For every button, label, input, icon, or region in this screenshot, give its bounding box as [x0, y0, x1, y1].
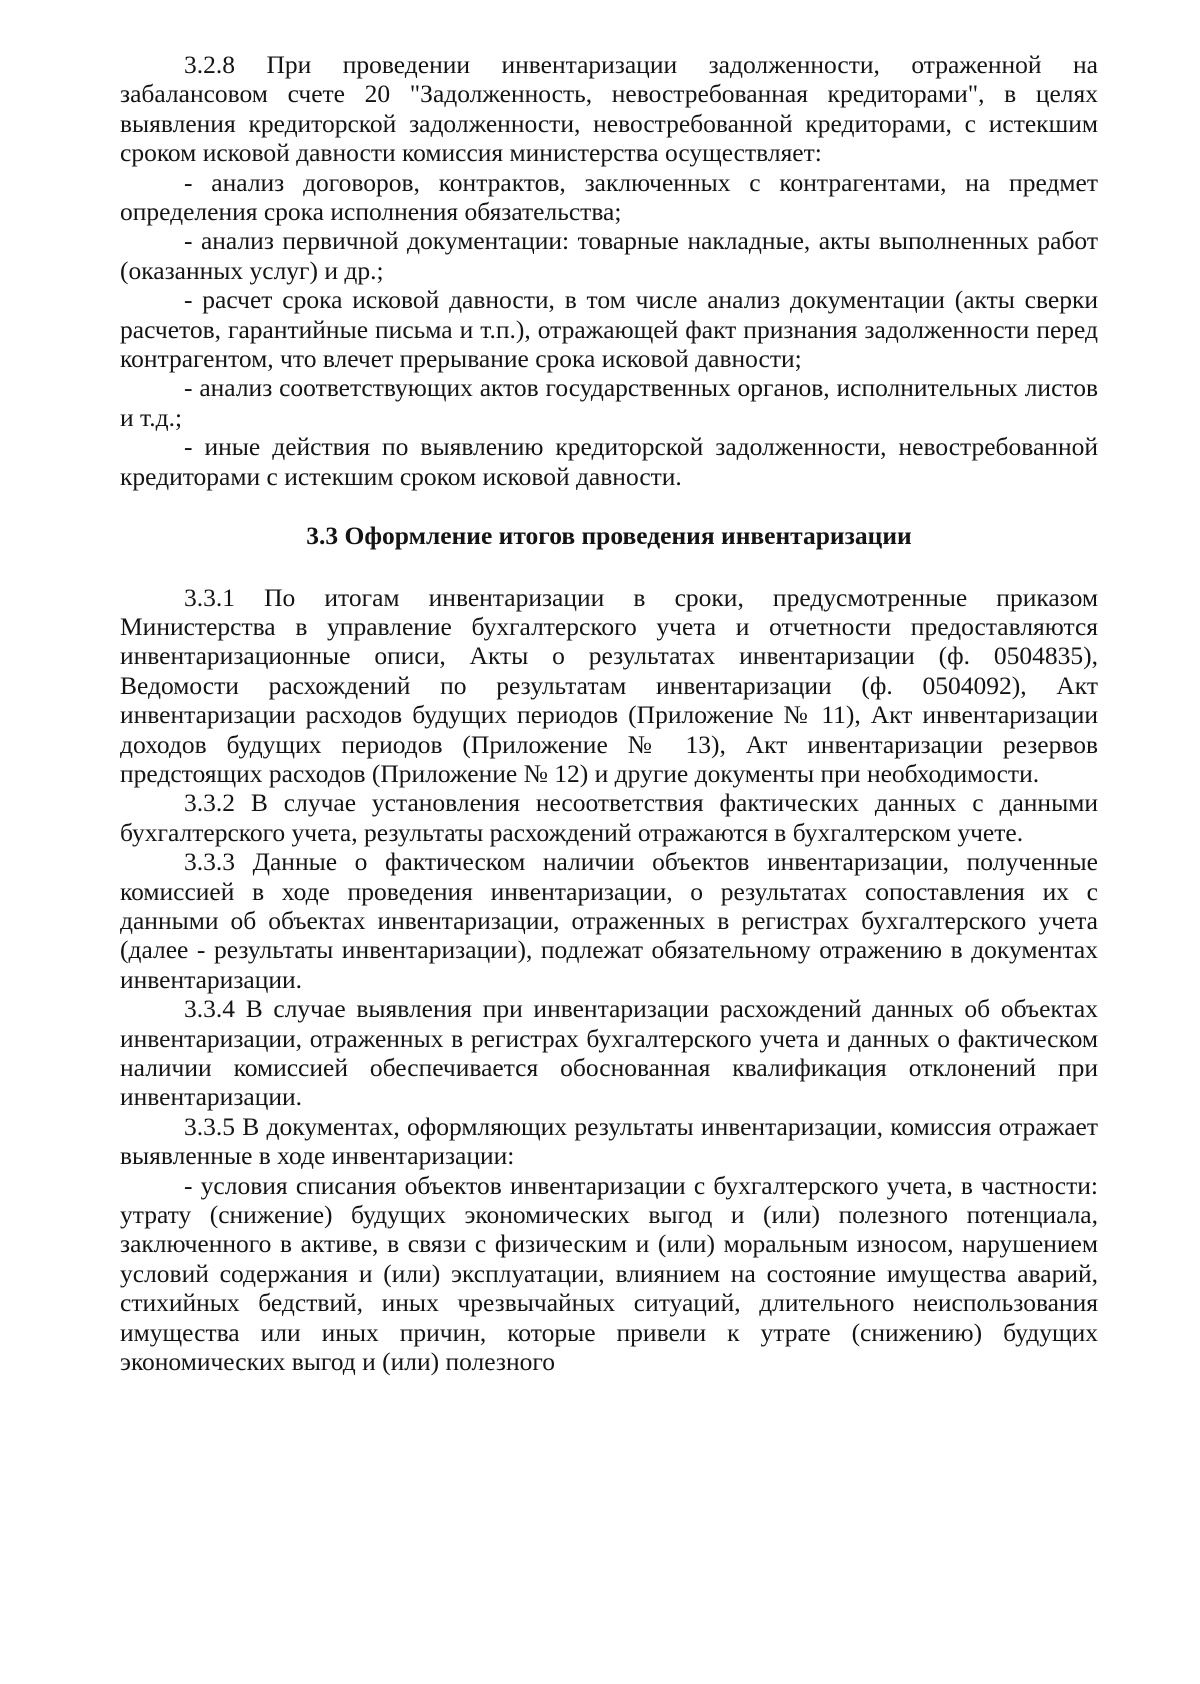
document-page: [120, 50, 1098, 1376]
list-item-contracts-analysis: - анализ договоров, контрактов, заключенных с контрагентами, на предмет определения срока исполнения обязательства;: [120, 167, 1098, 227]
paragraph-3-3-3: 3.3.3 Данные о фактическом наличии объектов инвентаризации, полученные комиссией в ходе проведения инвентаризации, о результатах сопоставления их с данными об объектах инвентаризации, отраженных в регистрах бухгалтерского учета (далее - результаты инвентаризации), подлежат обязательному отражению в документах инвентаризации.: [120, 847, 1098, 994]
list-item-limitation-period-calc: - расчет срока исковой давности, в том числе анализ документации (акты сверки расчетов, гарантийные письма и т.п.), отражающей факт признания задолженности перед контрагентом, что влечет прерывание срока исковой давности;: [120, 285, 1098, 374]
paragraph-3-3-5: 3.3.5 В документах, оформляющих результаты инвентаризации, комиссия отражает выявленные в ходе инвентаризации:: [120, 1111, 1098, 1171]
section-heading-3-3: 3.3 Оформление итогов проведения инвентаризации: [306, 521, 912, 551]
list-item-write-off-conditions: - условия списания объектов инвентаризации с бухгалтерского учета, в частности: утрату (снижение) будущих экономических выгод и (или) полезного потенциала, заключенного в активе, в связи с физическим и (или) моральным износом, нарушением условий содержания и (или) эксплуатации, влиянием на состояние имущества аварий, стихийных бедствий, иных чрезвычайных ситуаций, длительного неиспользования имущества или иных причин, которые привели к утрате (снижению) будущих экономических выгод и (или) полезного: [120, 1170, 1098, 1377]
list-item-other-actions: - иные действия по выявлению кредиторской задолженности, невостребованной кредиторами с истекшим сроком исковой давности.: [120, 432, 1098, 491]
list-item-primary-docs-analysis: - анализ первичной документации: товарные накладные, акты выполненных работ (оказанных услуг) и др.;: [120, 226, 1098, 285]
paragraph-3-3-2: 3.3.2 В случае установления несоответствия фактических данных с данными бухгалтерского учета, результаты расхождений отражаются в бухгалтерском учете.: [120, 788, 1098, 847]
paragraph-3-3-4: 3.3.4 В случае выявления при инвентаризации расхождений данных об объектах инвентаризации, отраженных в регистрах бухгалтерского учета и данных о фактическом наличии комиссией обеспечивается обоснованная квалификация отклонений при инвентаризации.: [120, 994, 1098, 1112]
paragraph-3-3-1: 3.3.1 По итогам инвентаризации в сроки, предусмотренные приказом Министерства в управление бухгалтерского учета и отчетности предоставляются инвентаризационные описи, Акты о результатах инвентаризации (ф. 0504835), Ведомости расхождений по результатам инвентаризации (ф. 0504092), Акт инвентаризации расходов будущих периодов (Приложение № 11), Акт инвентаризации доходов будущих периодов (Приложение № 13), Акт инвентаризации резервов предстоящих расходов (Приложение № 12) и другие документы при необходимости.: [120, 582, 1098, 788]
paragraph-3-2-8: 3.2.8 При проведении инвентаризации задолженности, отраженной на забалансовом счете 20 "Задолженность, невостребованная кредиторами", в целях выявления кредиторской задолженности, невостребованной кредиторами, с истекшим сроком исковой давности комиссия министерства осуществляет:: [120, 50, 1098, 168]
list-item-state-acts-analysis: - анализ соответствующих актов государственных органов, исполнительных листов и т.д.;: [120, 373, 1098, 432]
